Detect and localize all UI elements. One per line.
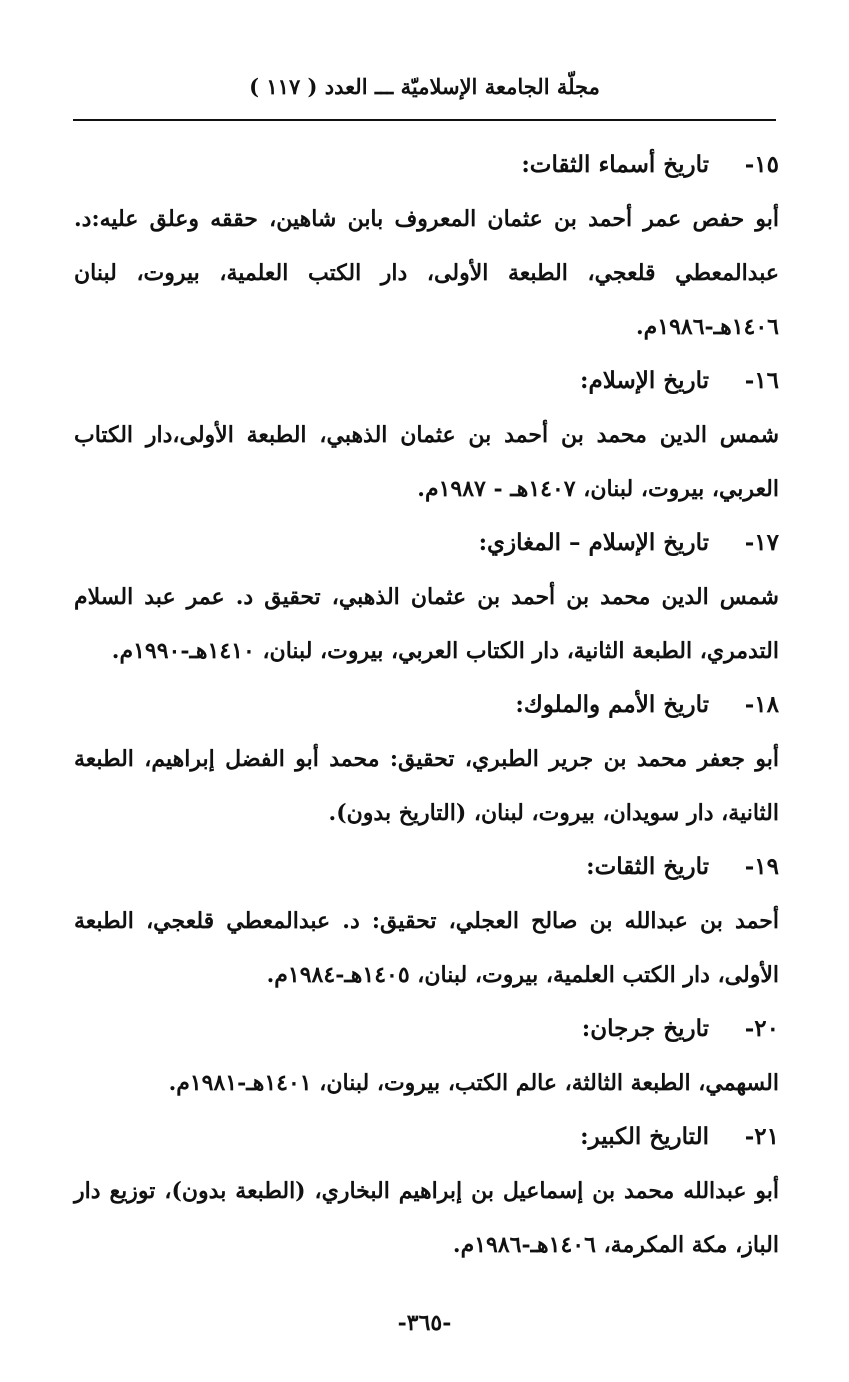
running-header: مجلّة الجامعة الإسلاميّة ـــ العدد ( ١١٧ ) [249,74,600,99]
entry-body: أحمد بن عبدالله بن صالح العجلي، تحقيق: د. عبدالمعطي قلعجي، الطبعة الأولى، دار الكتب العلمية، بيروت، لبنان، ١٤٠٥هـ-١٩٨٤م. [74,908,779,988]
entry-number: ٢١- [744,1123,779,1150]
entry-number: ٢٠- [744,1015,779,1042]
entry-number: ١٨- [744,691,779,718]
entry-heading [74,516,779,570]
entry-heading [74,678,779,732]
entry-heading [74,840,779,894]
entry-title: تاريخ جرجان: [581,1015,709,1042]
entry-heading [74,1110,779,1164]
entry-body: شمس الدين محمد بن أحمد بن عثمان الذهبي، تحقيق د. عمر عبد السلام التدمري، الطبعة الثانية، دار الكتاب العربي، بيروت، لبنان، ١٤١٠هـ-١٩٩٠م. [74,584,779,664]
bibliography-list [74,138,779,1272]
bibliography-entry-19 [74,840,779,1002]
entry-number: ١٦- [744,367,779,394]
entry-number: ١٥- [744,151,779,178]
bibliography-entry-16 [74,354,779,516]
header-divider [73,119,776,121]
entry-body: أبو حفص عمر أحمد بن عثمان المعروف بابن شاهين، حققه وعلق عليه:د. عبدالمعطي قلعجي، الطبعة الأولى، دار الكتب العلمية، بيروت، لبنان ١٤٠٦هـ-١٩٨٦م. [74,206,779,340]
bibliography-entry-18 [74,678,779,840]
bibliography-entry-15 [74,138,779,354]
entry-body: السهمي، الطبعة الثالثة، عالم الكتب، بيروت، لبنان، ١٤٠١هـ-١٩٨١م. [168,1070,779,1096]
bibliography-entry-20 [74,1002,779,1110]
bibliography-entry-17 [74,516,779,678]
entry-title: تاريخ الثقات: [586,853,709,880]
entry-heading [74,354,779,408]
entry-title: تاريخ الإسلام: [579,367,709,394]
entry-title: التاريخ الكبير: [580,1123,709,1150]
bibliography-entry-21 [74,1110,779,1272]
page-number: -٣٦٥- [397,1310,452,1336]
entry-title: تاريخ أسماء الثقات: [521,151,709,178]
entry-body: شمس الدين محمد بن أحمد بن عثمان الذهبي، الطبعة الأولى،دار الكتاب العربي، بيروت، لبنان، ١٤٠٧هـ - ١٩٨٧م. [74,422,779,502]
entry-body: أبو جعفر محمد بن جرير الطبري، تحقيق: محمد أبو الفضل إبراهيم، الطبعة الثانية، دار سويدان، بيروت، لبنان، (التاريخ بدون). [74,746,779,826]
entry-body: أبو عبدالله محمد بن إسماعيل بن إبراهيم البخاري، (الطبعة بدون)، توزيع دار الباز، مكة المكرمة، ١٤٠٦هـ-١٩٨٦م. [74,1178,779,1258]
entry-title: تاريخ الإسلام – المغازي: [478,529,709,556]
entry-number: ١٧- [744,529,779,556]
entry-title: تاريخ الأمم والملوك: [515,691,709,718]
entry-heading [74,1002,779,1056]
entry-heading [74,138,779,192]
entry-number: ١٩- [744,853,779,880]
